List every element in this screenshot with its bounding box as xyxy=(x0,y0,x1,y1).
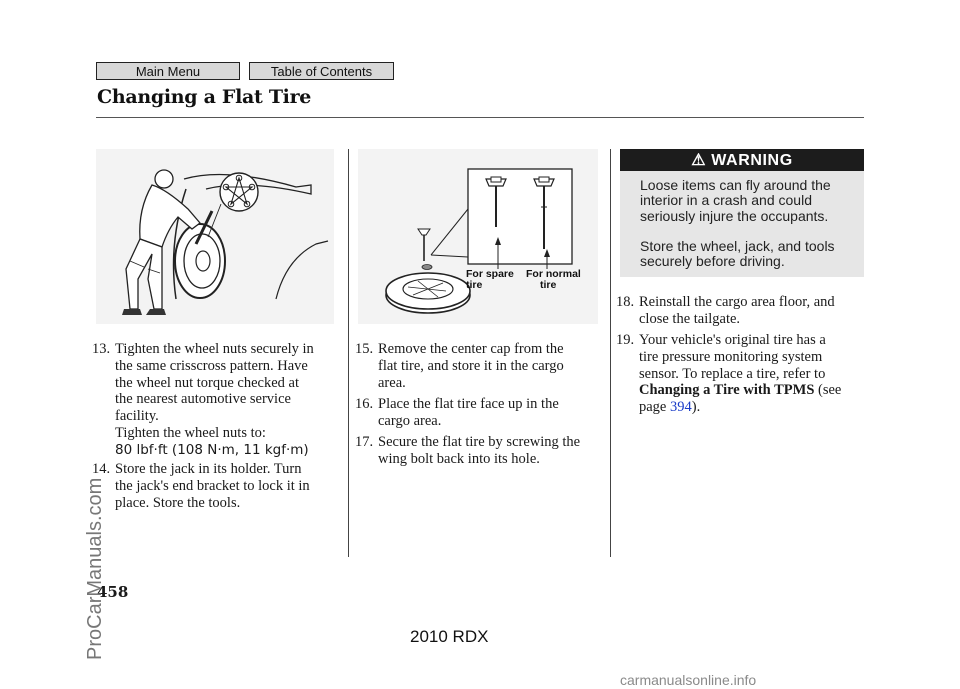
step-line: the jack's end bracket to lock it in xyxy=(115,477,310,494)
step-line: cargo area. xyxy=(378,412,442,429)
warning-line: seriously injure the occupants. xyxy=(640,207,829,224)
step-line: Secure the flat tire by screwing the xyxy=(378,434,581,450)
spare-tire-label-line1: For spare xyxy=(466,268,514,280)
step-line: Your vehicle's original tire has a xyxy=(639,332,826,348)
spare-tire-illustration xyxy=(358,149,598,324)
torque-value: 80 lbf·ft (108 N·m, 11 kgf·m) xyxy=(115,441,309,458)
warning-line: Loose items can fly around the xyxy=(640,177,831,193)
step-line: facility. xyxy=(115,408,159,425)
step-line: flat tire, and store it in the cargo xyxy=(378,357,564,374)
step-19 xyxy=(616,332,866,416)
main-menu-button[interactable]: Main Menu xyxy=(96,62,240,80)
warning-paragraph-2 xyxy=(640,239,855,270)
see-text: (see xyxy=(814,382,842,399)
step-line: the wheel nut torque checked at xyxy=(115,374,299,391)
step-number: 19. xyxy=(616,332,635,348)
spare-tire-label-line2: tire xyxy=(466,279,483,291)
page-394-link[interactable]: 394 xyxy=(670,399,692,416)
step-number: 16. xyxy=(355,396,374,412)
watermark-left: ProCarManuals.com xyxy=(84,477,106,660)
step-15 xyxy=(355,341,607,391)
column-divider-2 xyxy=(610,149,611,557)
step-number: 15. xyxy=(355,341,374,357)
step-line: sensor. To replace a tire, refer to xyxy=(639,365,826,382)
step-13 xyxy=(92,341,342,459)
warning-line: Store the wheel, jack, and tools xyxy=(640,238,835,254)
step-number: 13. xyxy=(92,341,111,357)
close-paren: ). xyxy=(691,399,701,416)
step-line: Reinstall the cargo area floor, and xyxy=(639,294,835,310)
step-16 xyxy=(355,396,607,430)
step-line: area. xyxy=(378,374,406,391)
step-line: the same crisscross pattern. Have xyxy=(115,357,308,374)
page-number: 458 xyxy=(97,583,129,601)
step-line: Store the jack in its holder. Turn xyxy=(115,461,302,477)
model-footer: 2010 RDX xyxy=(410,627,489,646)
table-of-contents-button[interactable]: Table of Contents xyxy=(249,62,394,80)
step-line: Tighten the wheel nuts securely in xyxy=(115,341,314,357)
step-14 xyxy=(92,461,342,511)
page-word: page xyxy=(639,399,670,416)
title-divider xyxy=(96,117,864,118)
step-line: tire pressure monitoring system xyxy=(639,348,823,365)
step-number: 17. xyxy=(355,434,374,450)
spare-tire-label xyxy=(466,269,514,291)
warning-icon: ⚠ xyxy=(691,152,707,169)
warning-heading-text: WARNING xyxy=(711,152,793,169)
warning-heading xyxy=(620,149,864,171)
warning-line: interior in a crash and could xyxy=(640,192,812,209)
column-divider-1 xyxy=(348,149,349,557)
step-line: Tighten the wheel nuts to: xyxy=(115,424,266,441)
tpms-reference: Changing a Tire with TPMS xyxy=(639,382,815,399)
step-18 xyxy=(616,294,866,328)
step-line: place. Store the tools. xyxy=(115,494,241,511)
step-line: the nearest automotive service xyxy=(115,391,291,408)
step-line: Place the flat tire face up in the xyxy=(378,396,559,412)
step-17 xyxy=(355,434,607,468)
warning-box xyxy=(620,149,864,277)
step-number: 18. xyxy=(616,294,635,310)
page-title: Changing a Flat Tire xyxy=(97,86,312,108)
warning-line: securely before driving. xyxy=(640,253,785,270)
wheel-nut-illustration xyxy=(96,149,334,324)
normal-tire-label-line1: For normal xyxy=(526,268,581,280)
normal-tire-label-line2: tire xyxy=(540,279,557,291)
step-line: Remove the center cap from the xyxy=(378,341,564,357)
watermark-bottom: carmanualsonline.info xyxy=(620,672,757,688)
step-line: wing bolt back into its hole. xyxy=(378,450,540,467)
step-number: 14. xyxy=(92,461,111,477)
step-line: close the tailgate. xyxy=(639,310,741,327)
warning-paragraph-1 xyxy=(640,178,855,224)
normal-tire-label xyxy=(526,269,581,291)
